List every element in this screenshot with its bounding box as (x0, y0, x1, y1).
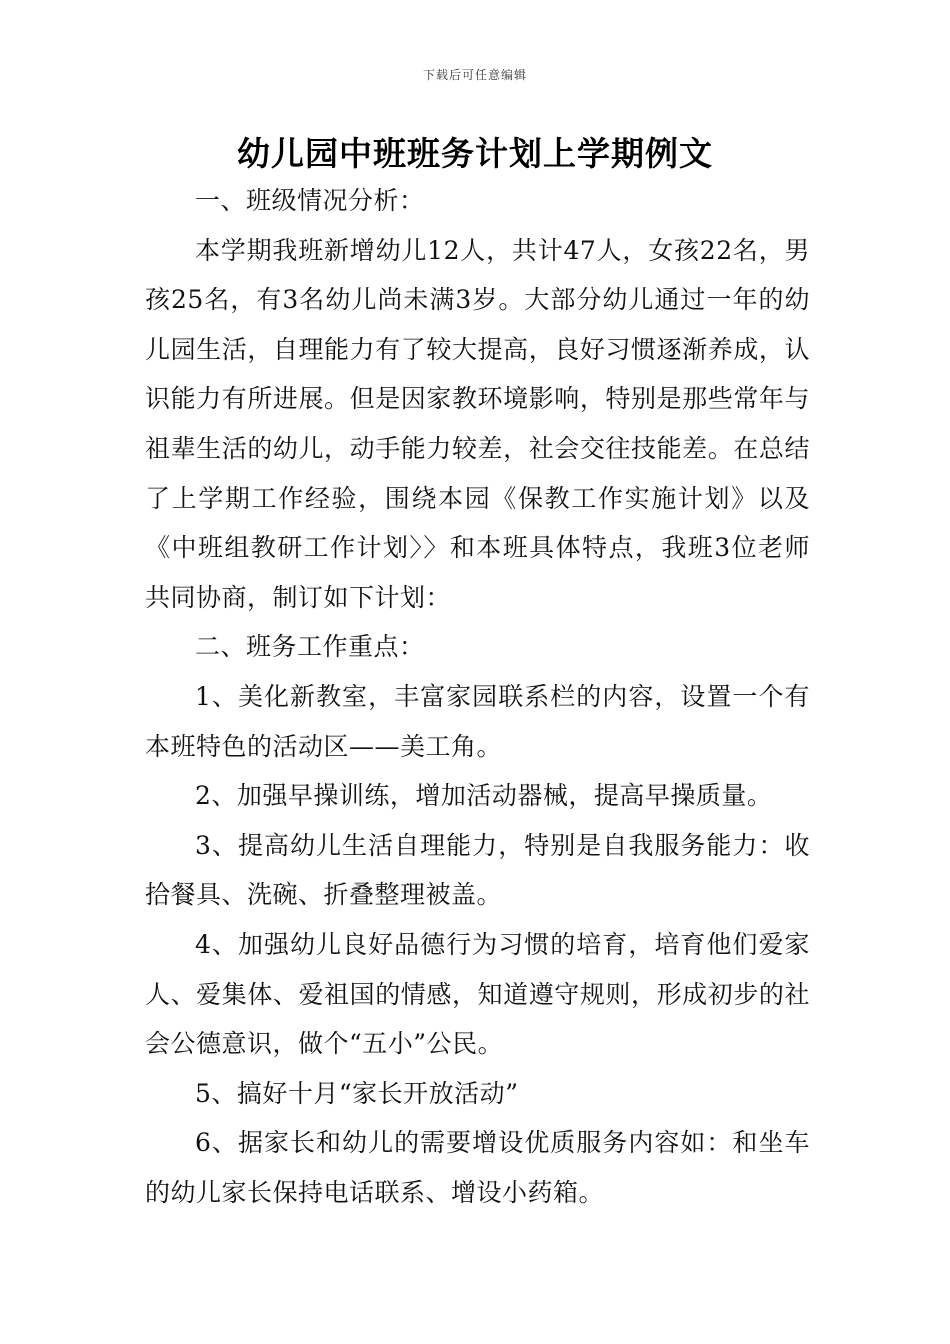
list-item-3: 3、提高幼儿生活自理能力，特别是自我服务能力：收拾餐具、洗碗、折叠整理被盖。 (145, 830, 810, 910)
section-heading-class-analysis: 一、班级情况分析： (195, 186, 425, 215)
paragraph-class-analysis: 本学期我班新增幼儿12人，共计47人，女孩22名，男孩25名，有3名幼儿尚未满3岁。大部分幼儿通过一年的幼儿园生活，自理能力有了较大提高，良好习惯逐渐养成，认识能力有所进展。但是因家教环境影响，特别是那些常年与祖辈生活的幼儿，动手能力较差，社会交往技能差。在总结了上学期工作经验，围绕本园《保教工作实施计划》以及《中班组教研工作计划〉〉和本班具体特点，我班3位老师共同协商，制订如下计划： (145, 235, 810, 612)
list-item-5: 5、搞好十月“家长开放活动” (195, 1078, 519, 1108)
section-heading-work-focus: 二、班务工作重点： (195, 632, 425, 662)
list-item-2: 2、加强早操训练，增加活动器械，提高早操质量。 (195, 781, 773, 811)
list-item-1: 1、美化新教室，丰富家园联系栏的内容，设置一个有本班特色的活动区——美工角。 (145, 681, 810, 761)
document-title: 幼儿园中班班务计划上学期例文 (237, 134, 713, 173)
header-note: 下载后可任意编辑 (422, 68, 527, 82)
list-item-6: 6、据家长和幼儿的需要增设优质服务内容如：和坐车的幼儿家长保持电话联系、增设小药箱。 (145, 1128, 810, 1207)
document-body (145, 176, 810, 1217)
list-item-4: 4、加强幼儿良好品德行为习惯的培育，培育他们爱家人、爱集体、爱祖国的情感，知道遵守规则，形成初步的社会公德意识，做个“五小”公民。 (145, 929, 810, 1059)
